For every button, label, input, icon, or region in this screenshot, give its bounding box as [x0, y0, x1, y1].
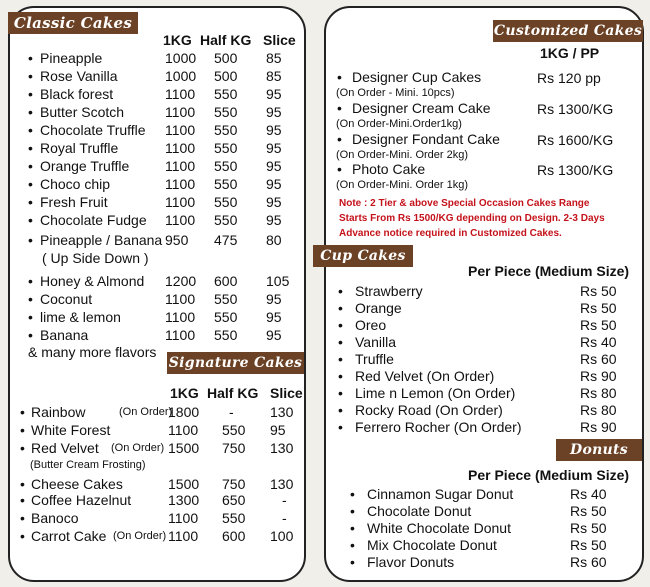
- bullet: •: [338, 402, 343, 418]
- classic-item-slice: 85: [266, 68, 282, 84]
- classic-item-kg: 1100: [165, 327, 196, 343]
- customized-item-price: Rs 120 pp: [537, 70, 601, 86]
- classic-item-slice: 95: [266, 212, 282, 228]
- customized-item-price: Rs 1600/KG: [537, 132, 614, 148]
- bullet: •: [28, 212, 33, 228]
- more-flavors-text: & many more flavors: [28, 344, 157, 360]
- signature-item-name: Carrot Cake: [31, 528, 107, 544]
- bullet: •: [28, 50, 33, 66]
- classic-header-1: Half KG: [200, 32, 252, 48]
- bullet: •: [338, 334, 343, 350]
- signature-item-half: 750: [222, 440, 246, 456]
- classic-item-half: 500: [214, 50, 238, 66]
- classic-item-slice: 95: [266, 176, 282, 192]
- cup-cake-item-price: Rs 50: [580, 317, 617, 333]
- classic-header-2: Slice: [263, 32, 296, 48]
- signature-item-name: White Forest: [31, 422, 111, 438]
- customized-item-sub: (On Order-Mini. Order 2kg): [336, 149, 469, 161]
- classic-item-kg: 1100: [165, 122, 196, 138]
- customized-item-name: Designer Cup Cakes: [352, 69, 482, 85]
- donut-item-price: Rs 50: [570, 537, 607, 553]
- classic-item-name: Black forest: [40, 86, 114, 102]
- customized-note-line: Advance notice required in Customized Cakes.: [339, 228, 562, 239]
- customized-note-line: Note : 2 Tier & above Special Occasion Cakes Range: [339, 198, 590, 209]
- classic-item-kg: 1100: [165, 291, 196, 307]
- bullet: •: [28, 104, 33, 120]
- classic-item-name: Orange Truffle: [40, 158, 130, 174]
- bullet: •: [20, 422, 25, 438]
- cup-cake-item-price: Rs 90: [580, 419, 617, 435]
- signature-item-kg: 1300: [168, 492, 200, 508]
- cup-cake-item-name: Ferrero Rocher (On Order): [355, 419, 522, 435]
- customized-item-name: Designer Cream Cake: [352, 100, 491, 116]
- bullet: •: [337, 161, 342, 177]
- bullet: •: [20, 440, 25, 456]
- classic-item-name: Butter Scotch: [40, 104, 125, 120]
- bullet: •: [338, 317, 343, 333]
- bullet: •: [20, 510, 25, 526]
- bullet: •: [20, 528, 25, 544]
- classic-item-half: 550: [214, 140, 238, 156]
- signature-item-slice: 130: [270, 404, 294, 420]
- classic-item-kg: 1100: [165, 212, 196, 228]
- signature-item-sub: (Butter Cream Frosting): [30, 459, 146, 471]
- signature-item-slice: 130: [270, 476, 294, 492]
- bullet: •: [28, 158, 33, 174]
- bullet: •: [337, 69, 342, 85]
- bullet: •: [28, 86, 33, 102]
- donut-item-name: White Chocolate Donut: [367, 520, 511, 536]
- classic-item-half: 550: [214, 327, 238, 343]
- bullet: •: [28, 232, 33, 248]
- bullet: •: [28, 140, 33, 156]
- bullet: •: [338, 419, 343, 435]
- cup-cake-item-price: Rs 90: [580, 368, 617, 384]
- donut-item-name: Chocolate Donut: [367, 503, 472, 519]
- cup-cake-item-name: Oreo: [355, 317, 387, 333]
- classic-item-kg: 1000: [165, 50, 197, 66]
- classic-item-half: 550: [214, 309, 238, 325]
- classic-item-name: Fresh Fruit: [40, 194, 108, 210]
- signature-item-name: Cheese Cakes: [31, 476, 123, 492]
- bullet: •: [338, 300, 343, 316]
- cup-cake-item-price: Rs 40: [580, 334, 617, 350]
- classic-item-half: 550: [214, 176, 238, 192]
- signature-item-half: 550: [222, 422, 246, 438]
- signature-header-1: Half KG: [207, 385, 259, 401]
- customized-item-sub: (On Order - Mini. 10pcs): [336, 87, 455, 99]
- bullet: •: [338, 283, 343, 299]
- customized-item-name: Designer Fondant Cake: [352, 131, 500, 147]
- bullet: •: [28, 176, 33, 192]
- classic-item-slice: 105: [266, 273, 290, 289]
- signature-item-slice: 130: [270, 440, 294, 456]
- signature-item-slice: 95: [270, 422, 286, 438]
- classic-item-slice: 95: [266, 309, 282, 325]
- donut-item-name: Flavor Donuts: [367, 554, 455, 570]
- cup-cake-item-name: Truffle: [355, 351, 394, 367]
- bullet: •: [28, 291, 33, 307]
- signature-header-0: 1KG: [170, 385, 199, 401]
- signature-item-kg: 1100: [168, 528, 199, 544]
- classic-item-kg: 1100: [165, 158, 196, 174]
- donut-item-price: Rs 60: [570, 554, 607, 570]
- classic-item-kg: 950: [165, 232, 189, 248]
- bullet: •: [28, 194, 33, 210]
- bullet: •: [28, 273, 33, 289]
- classic-item-kg: 1100: [165, 309, 196, 325]
- bullet: •: [20, 492, 25, 508]
- signature-item-kg: 1100: [168, 510, 199, 526]
- classic-item-half: 550: [214, 291, 238, 307]
- classic-item-name: Choco chip: [40, 176, 111, 192]
- classic-item-name: Chocolate Fudge: [40, 212, 147, 228]
- bullet: •: [20, 476, 25, 492]
- signature-cakes-banner: Signature Cakes: [167, 352, 304, 374]
- classic-item-kg: 1200: [165, 273, 197, 289]
- signature-header-2: Slice: [270, 385, 303, 401]
- classic-item-name: Banana: [40, 327, 89, 343]
- signature-item-name: Red Velvet: [31, 440, 99, 456]
- signature-item-kg: 1500: [168, 440, 200, 456]
- signature-item-name: Banoco: [31, 510, 79, 526]
- donuts-header: Per Piece (Medium Size): [468, 467, 630, 483]
- classic-item-kg: 1100: [165, 176, 196, 192]
- classic-cakes-banner: Classic Cakes: [8, 12, 138, 34]
- classic-item-half: 475: [214, 232, 238, 248]
- classic-item-kg: 1100: [165, 104, 196, 120]
- cup-cake-item-name: Lime n Lemon (On Order): [355, 385, 516, 401]
- customized-note-line: Starts From Rs 1500/KG depending on Design. 2-3 Days: [339, 213, 605, 224]
- cup-cake-item-price: Rs 80: [580, 385, 617, 401]
- classic-item-kg: 1100: [165, 140, 196, 156]
- customized-item-sub: (On Order-Mini. Order 1kg): [336, 179, 469, 191]
- donuts-banner: Donuts: [556, 439, 642, 461]
- donut-item-price: Rs 50: [570, 520, 607, 536]
- bullet: •: [28, 327, 33, 343]
- cup-cake-item-name: Red Velvet (On Order): [355, 368, 495, 384]
- signature-item-name: Coffee Hazelnut: [31, 492, 132, 508]
- cup-cakes-header: Per Piece (Medium Size): [468, 263, 630, 279]
- classic-item-kg: 1100: [165, 86, 196, 102]
- cup-cake-item-name: Rocky Road (On Order): [355, 402, 503, 418]
- signature-item-half: 750: [222, 476, 246, 492]
- donut-item-name: Cinnamon Sugar Donut: [367, 486, 514, 502]
- classic-header-0: 1KG: [163, 32, 192, 48]
- classic-item-name: Pineapple / Banana: [40, 232, 163, 248]
- bullet: •: [20, 404, 25, 420]
- classic-item-name: Honey & Almond: [40, 273, 145, 289]
- classic-item-slice: 95: [266, 86, 282, 102]
- cup-cake-item-price: Rs 50: [580, 300, 617, 316]
- bullet: •: [350, 554, 355, 570]
- signature-item-suffix: (On Order): [113, 530, 167, 542]
- cup-cakes-banner: Cup Cakes: [313, 245, 413, 267]
- signature-item-half: -: [229, 404, 234, 420]
- signature-item-suffix: (On Order): [119, 406, 173, 418]
- cup-cake-item-name: Vanilla: [355, 334, 396, 350]
- classic-item-slice: 95: [266, 194, 282, 210]
- signature-item-name: Rainbow: [31, 404, 86, 420]
- classic-item-half: 500: [214, 68, 238, 84]
- signature-item-half: 650: [222, 492, 246, 508]
- classic-item-slice: 95: [266, 122, 282, 138]
- classic-item-name: Chocolate Truffle: [40, 122, 146, 138]
- customized-header: 1KG / PP: [540, 45, 600, 61]
- customized-cakes-banner: Customized Cakes: [493, 20, 643, 42]
- signature-item-slice: -: [282, 492, 287, 508]
- classic-item-half: 550: [214, 104, 238, 120]
- donut-item-name: Mix Chocolate Donut: [367, 537, 497, 553]
- donut-item-price: Rs 40: [570, 486, 607, 502]
- classic-item-half: 550: [214, 158, 238, 174]
- signature-item-half: 550: [222, 510, 246, 526]
- classic-item-kg: 1000: [165, 68, 197, 84]
- bullet: •: [350, 486, 355, 502]
- classic-item-sub: ( Up Side Down ): [42, 250, 149, 266]
- classic-item-half: 550: [214, 194, 238, 210]
- bullet: •: [28, 68, 33, 84]
- bullet: •: [28, 309, 33, 325]
- classic-item-half: 550: [214, 212, 238, 228]
- signature-item-kg: 1500: [168, 476, 200, 492]
- cup-cake-item-price: Rs 80: [580, 402, 617, 418]
- classic-item-kg: 1100: [165, 194, 196, 210]
- bullet: •: [338, 385, 343, 401]
- signature-item-half: 600: [222, 528, 246, 544]
- bullet: •: [28, 122, 33, 138]
- classic-item-half: 550: [214, 122, 238, 138]
- classic-item-half: 600: [214, 273, 238, 289]
- classic-item-slice: 95: [266, 327, 282, 343]
- classic-item-half: 550: [214, 86, 238, 102]
- bullet: •: [337, 131, 342, 147]
- customized-item-name: Photo Cake: [352, 161, 426, 177]
- signature-item-slice: 100: [270, 528, 294, 544]
- bullet: •: [350, 503, 355, 519]
- bullet: •: [338, 351, 343, 367]
- classic-item-name: Coconut: [40, 291, 93, 307]
- classic-item-slice: 85: [266, 50, 282, 66]
- customized-item-sub: (On Order-Mini.Order1kg): [336, 118, 462, 130]
- customized-item-price: Rs 1300/KG: [537, 101, 614, 117]
- cup-cake-item-name: Orange: [355, 300, 402, 316]
- classic-item-slice: 95: [266, 158, 282, 174]
- classic-item-slice: 80: [266, 232, 282, 248]
- cup-cake-item-name: Strawberry: [355, 283, 423, 299]
- donut-item-price: Rs 50: [570, 503, 607, 519]
- signature-item-suffix: (On Order): [111, 442, 165, 454]
- classic-item-name: Pineapple: [40, 50, 103, 66]
- cup-cake-item-price: Rs 60: [580, 351, 617, 367]
- bullet: •: [338, 368, 343, 384]
- cup-cake-item-price: Rs 50: [580, 283, 617, 299]
- signature-item-kg: 1100: [168, 422, 199, 438]
- customized-item-price: Rs 1300/KG: [537, 162, 614, 178]
- classic-item-slice: 95: [266, 140, 282, 156]
- classic-item-slice: 95: [266, 291, 282, 307]
- classic-item-slice: 95: [266, 104, 282, 120]
- classic-item-name: lime & lemon: [40, 309, 121, 325]
- classic-item-name: Royal Truffle: [40, 140, 119, 156]
- signature-item-kg: 1800: [168, 404, 200, 420]
- signature-item-slice: -: [282, 510, 287, 526]
- bullet: •: [337, 100, 342, 116]
- classic-item-name: Rose Vanilla: [40, 68, 118, 84]
- bullet: •: [350, 537, 355, 553]
- bullet: •: [350, 520, 355, 536]
